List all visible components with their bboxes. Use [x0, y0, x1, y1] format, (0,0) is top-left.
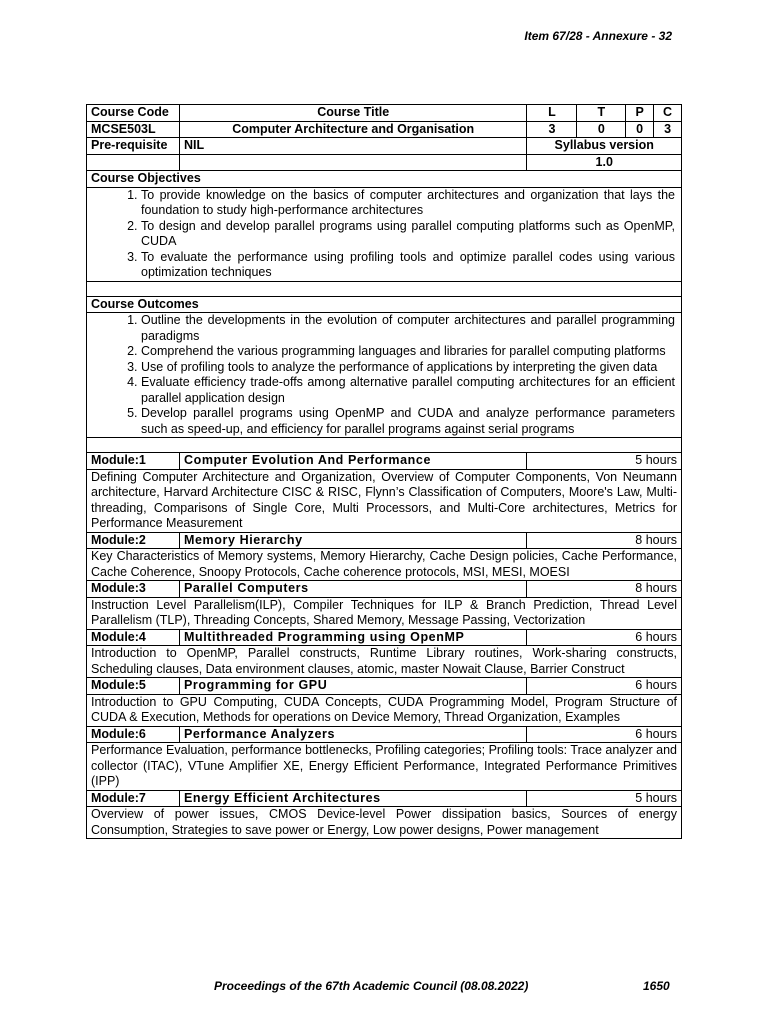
objectives-list: [91, 188, 677, 281]
objectives-list-cell: [87, 187, 682, 281]
spacer-row: [87, 281, 682, 296]
module-label: Module:7: [87, 790, 180, 807]
outcome-item: 3. Use of profiling tools to analyze the performance of applications by interpreting the given data: [141, 360, 677, 376]
outcomes-list: [91, 313, 677, 437]
prerequisite-label: Pre-requisite: [87, 138, 180, 155]
module-header-row: [87, 790, 682, 807]
credits: 3: [654, 121, 682, 138]
course-title: Computer Architecture and Organisation: [179, 121, 526, 138]
objective-item: 1. To provide knowledge on the basics of computer architectures and organization that lays the foundation to study high-performance architectures: [141, 188, 677, 219]
module-hours: 6 hours: [527, 629, 682, 646]
practical-hours: 0: [626, 121, 654, 138]
module-header-row: [87, 678, 682, 695]
syllabus-version-row: [87, 154, 682, 171]
module-title: Parallel Computers: [179, 581, 526, 598]
module-hours: 5 hours: [527, 453, 682, 470]
module-title: Programming for GPU: [179, 678, 526, 695]
objectives-heading: Course Objectives: [87, 171, 682, 188]
module-hours: 5 hours: [527, 790, 682, 807]
module-header-row: [87, 726, 682, 743]
module-title: Performance Analyzers: [179, 726, 526, 743]
tutorial-label: T: [577, 105, 626, 122]
annexure-reference: Item 67/28 - Annexure - 32: [524, 29, 672, 43]
outcome-item: 1. Outline the developments in the evolution of computer architectures and parallel programming paradigms: [141, 313, 677, 344]
course-values-row: [87, 121, 682, 138]
module-header-row: [87, 532, 682, 549]
module-label: Module:4: [87, 629, 180, 646]
module-label: Module:2: [87, 532, 180, 549]
module-content: Defining Computer Architecture and Organization, Overview of Computer Components, Von Neumann architecture, Harvard Architecture CISC & RISC, Flynn’s Classification of Computers, Moore's Law, Multi-threading, Comparisons of Single Core, Multi Processors, and Multi-Core architectures, Metrics for Performance Measurement: [87, 469, 682, 532]
course-code-label: Course Code: [87, 105, 180, 122]
outcome-item: 5. Develop parallel programs using OpenMP and CUDA and analyze performance parameters such as speed-up, and efficiency for parallel programs against serial programs: [141, 406, 677, 437]
module-header-row: [87, 629, 682, 646]
syllabus-version-label: Syllabus version: [527, 138, 682, 155]
module-content: Introduction to OpenMP, Parallel constructs, Runtime Library routines, Work-sharing constructs, Scheduling clauses, Data environment clauses, atomic, master Nowait Clause, Barrier Construct: [87, 646, 682, 678]
module-content: Introduction to GPU Computing, CUDA Concepts, CUDA Programming Model, Program Structure of CUDA & Execution, Methods for operations on Device Memory, Thread Organization, Examples: [87, 694, 682, 726]
practical-label: P: [626, 105, 654, 122]
module-hours: 8 hours: [527, 581, 682, 598]
module-hours: 8 hours: [527, 532, 682, 549]
module-title: Computer Evolution And Performance: [179, 453, 526, 470]
module-content: Performance Evaluation, performance bottlenecks, Profiling categories; Profiling tools: Trace analyzer and collector (ITAC), VTune Amplifier XE, Energy Efficient Performance, Integrated Performance Primitives (IPP): [87, 743, 682, 791]
objective-item: 3. To evaluate the performance using profiling tools and optimize parallel codes using various optimization techniques: [141, 250, 677, 281]
credits-label: C: [654, 105, 682, 122]
prerequisite-row: [87, 138, 682, 155]
module-hours: 6 hours: [527, 678, 682, 695]
outcomes-heading: Course Outcomes: [87, 296, 682, 313]
lecture-hours: 3: [527, 121, 577, 138]
module-hours: 6 hours: [527, 726, 682, 743]
module-header-row: [87, 453, 682, 470]
syllabus-version: 1.0: [527, 154, 682, 171]
module-title: Energy Efficient Architectures: [179, 790, 526, 807]
page-number: 1650: [643, 979, 670, 993]
course-syllabus-table: [86, 104, 682, 839]
outcomes-list-cell: [87, 313, 682, 438]
module-label: Module:5: [87, 678, 180, 695]
empty-cell: [179, 154, 526, 171]
module-header-row: [87, 581, 682, 598]
module-content: Overview of power issues, CMOS Device-level Power dissipation basics, Sources of energy Consumption, Strategies to save power or Energy, Low power designs, Power management: [87, 807, 682, 839]
outcome-item: 4. Evaluate efficiency trade-offs among alternative parallel computing architectures for an efficient parallel application design: [141, 375, 677, 406]
empty-cell: [87, 154, 180, 171]
course-code: MCSE503L: [87, 121, 180, 138]
module-label: Module:6: [87, 726, 180, 743]
module-label: Module:3: [87, 581, 180, 598]
spacer-row: [87, 438, 682, 453]
objective-item: 2. To design and develop parallel programs using parallel computing platforms such as OpenMP, CUDA: [141, 219, 677, 250]
tutorial-hours: 0: [577, 121, 626, 138]
course-header-row: [87, 105, 682, 122]
lecture-label: L: [527, 105, 577, 122]
module-content: Key Characteristics of Memory systems, Memory Hierarchy, Cache Design policies, Cache Performance, Cache Coherence, Snoopy Protocols, Cache coherence protocols, MSI, MESI, MOESI: [87, 549, 682, 581]
outcome-item: 2. Comprehend the various programming languages and libraries for parallel computing platforms: [141, 344, 677, 360]
prerequisite-value: NIL: [179, 138, 526, 155]
module-label: Module:1: [87, 453, 180, 470]
module-title: Memory Hierarchy: [179, 532, 526, 549]
module-title: Multithreaded Programming using OpenMP: [179, 629, 526, 646]
proceedings-footer: Proceedings of the 67th Academic Council (08.08.2022): [214, 979, 529, 993]
course-title-label: Course Title: [179, 105, 526, 122]
module-content: Instruction Level Parallelism(ILP), Compiler Techniques for ILP & Branch Prediction, Thread Level Parallelism (TLP), Threading Concepts, Shared Memory, Message Passing, Vectorization: [87, 597, 682, 629]
